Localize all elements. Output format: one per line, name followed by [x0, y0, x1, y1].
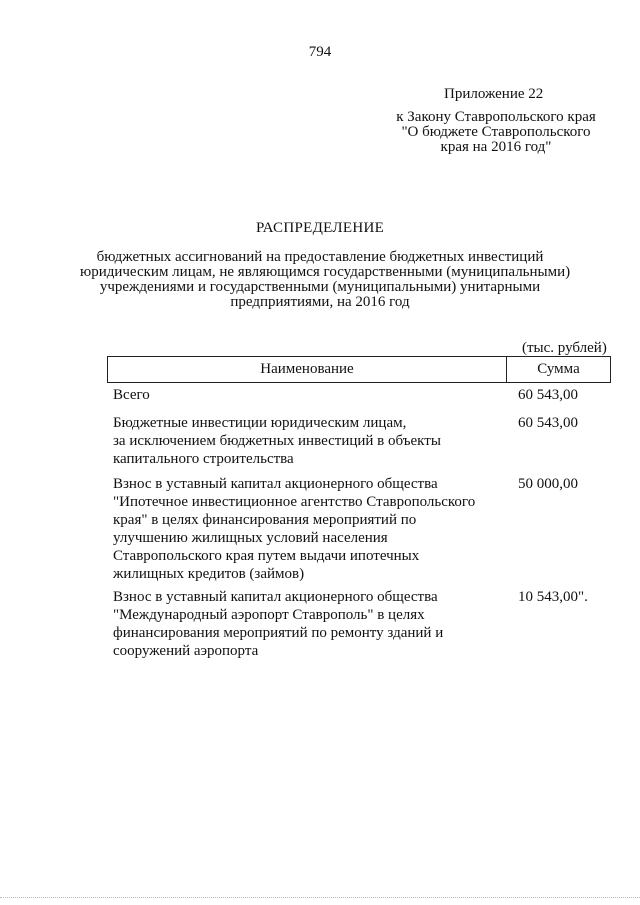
row-name-line: улучшению жилищных условий населения [113, 530, 388, 546]
document-title: РАСПРЕДЕЛЕНИЕ [255, 220, 385, 236]
page-number: 794 [308, 44, 332, 60]
row-sum: 50 000,00 [518, 476, 578, 492]
column-header-sum: Сумма [537, 361, 580, 377]
row-name [113, 475, 513, 583]
page-bottom-divider [0, 897, 640, 898]
row-name-line: Взнос в уставный капитал акционерного общества [113, 476, 438, 492]
row-name [113, 386, 513, 404]
column-header-name: Наименование [108, 357, 507, 382]
row-name [113, 588, 513, 660]
row-name-line: капитального строительства [113, 451, 294, 467]
row-sum: 10 543,00". [518, 589, 588, 605]
row-name-line: сооружений аэропорта [113, 643, 259, 659]
appendix-reference-line: "О бюджете Ставропольского [401, 124, 591, 140]
row-name-line: финансирования мероприятий по ремонту зданий и [113, 625, 444, 641]
row-name [113, 414, 513, 468]
row-name-line: Всего [113, 387, 150, 403]
appendix-title: Приложение 22 [444, 86, 544, 102]
row-name-line: за исключением бюджетных инвестиций в объекты [113, 433, 441, 449]
row-sum: 60 543,00 [518, 415, 578, 431]
document-subtitle [80, 249, 571, 310]
document-subtitle-line: бюджетных ассигнований на предоставление бюджетных инвестиций [96, 249, 544, 265]
units-label: (тыс. рублей) [522, 340, 607, 356]
row-name-line: жилищных кредитов (займов) [113, 566, 305, 582]
row-sum: 60 543,00 [518, 387, 578, 403]
row-name-line: Бюджетные инвестиции юридическим лицам, [113, 415, 407, 431]
document-subtitle-line: предприятиями, на 2016 год [230, 294, 410, 310]
row-name-line: "Ипотечное инвестиционное агентство Ставропольского [113, 494, 476, 510]
document-subtitle-line: учреждениями и государственными (муниципальными) унитарными [99, 279, 541, 295]
document-subtitle-line: юридическим лицам, не являющимся государственными (муниципальными) [80, 264, 571, 280]
row-name-line: Взнос в уставный капитал акционерного общества [113, 589, 438, 605]
table-header [107, 356, 611, 383]
appendix-reference [352, 110, 640, 155]
row-name-line: края" в целях финансирования мероприятий по [113, 512, 417, 528]
row-name-line: "Международный аэропорт Ставрополь" в целях [113, 607, 425, 623]
row-name-line: Ставропольского края путем выдачи ипотечных [113, 548, 420, 564]
appendix-reference-line: к Закону Ставропольского края [396, 109, 596, 125]
appendix-reference-line: края на 2016 год" [440, 139, 552, 155]
